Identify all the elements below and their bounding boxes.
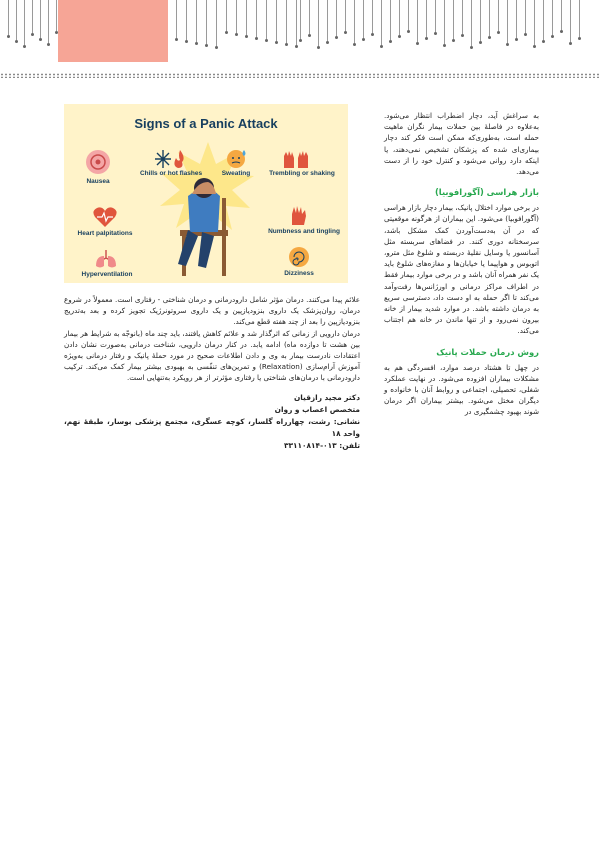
panic-attack-infographic (64, 104, 348, 283)
tick-mark (480, 0, 481, 41)
doctor-name: دکتر مجید رازقیان (293, 392, 360, 402)
treatment-continued-paragraph: علائم پیدا می‌کنند. درمان مؤثر شامل دارودرمانی و درمان شناختی - رفتاری است. معمولاً در شروع درمان، روان‌پزشک یک داروی بنزودیازپین و یک داروی سروتونرژیک تجویز کرده و بعد به‌تدریج بنزودیازپین را بعد از چند هفته قطع می‌کند. (64, 295, 360, 327)
tick-dot (344, 31, 347, 34)
tick-mark (435, 0, 436, 32)
tick-mark (408, 0, 409, 30)
tick-mark (354, 0, 355, 43)
author-signature (64, 392, 360, 452)
tick-mark (381, 0, 382, 45)
tick-dot (299, 39, 302, 42)
dizziness-icon (288, 246, 310, 268)
bottom-text-column (64, 294, 360, 452)
tick-dot (255, 37, 258, 40)
tick-dot (443, 44, 446, 47)
tick-mark (570, 0, 571, 42)
tick-dot (416, 42, 419, 45)
tick-dot (215, 46, 218, 49)
agoraphobia-paragraph: در برخی موارد اختلال پانیک، بیمار دچار بازار هراسی (آگورافوبیا) می‌شود. این بیماران از هرگونه موقعیتی که در آن به‌دست‌آوردن کمک مشکل باشد، سرسختانه دوری کنند. در فضاهای سربسته مثل آسانسور یا وسایل نقلیهٔ دربسته و شلوغ مثل مترو، اتوبوس و هواپیما یا خیابان‌ها و مغازه‌های شلوغ باید یک نفر همراه آنان باشد و در برخی موارد بیمار فقط در اطراف مراکز درمانی و اورژانس‌ها رفت‌وآمد می‌کند تا اگر حمله به او دست داد، دسترسی سریع به درمان داشته باشد. در موارد شدید بیمار از خانه بیرون نمی‌رود و از تنها ماندن در خانه هم اجتناب می‌کند. (384, 203, 539, 336)
symptom-numbness: Numbness and tingling (268, 228, 340, 235)
tick-mark (363, 0, 364, 38)
tick-mark (462, 0, 463, 34)
infographic-title: Signs of a Panic Attack (134, 116, 278, 131)
tick-mark (24, 0, 25, 45)
tick-dot (434, 32, 437, 35)
tick-mark (40, 0, 41, 38)
tick-dot (55, 31, 58, 34)
tick-mark (336, 0, 337, 36)
clinic-address: نشانی: رشت، چهارراه گلسار، کوچه عسگری، مجتمع پزشکی بوسار، طبقهٔ نهم، واحد ۱۸ (64, 416, 360, 438)
tick-dot (225, 31, 228, 34)
tick-dot (551, 35, 554, 38)
tick-dot (398, 35, 401, 38)
sweating-face-icon (224, 148, 248, 170)
tick-dot (353, 43, 356, 46)
drug-therapy-paragraph: درمان دارویی از زمانی که اثرگذار شد و علائم کاهش یافتند، باید چند ماه (بانوجّه به شرایط هر بیمار بین هشت تا دوازده ماه) ادامه یابد. در کنار درمان دارویی، شناخت درمانی به‌صورت نشان دادن اعتقادات نادرست بیمار به وی و دادن اطلاعات صحیح در مورد حملهٔ پانیک و رفتار درمانی به‌ویژه آموزش آرام‌سازی (Relaxation) و تمرین‌های تنفّسی به بهبودی بیشتر بیمار کمک می‌کند. ترکیب دارودرمانی با درمان‌های شناختی یا رفتاری مؤثرتر از هر رویکرد به‌تنهایی است. (64, 328, 360, 383)
tingling-hand-icon (286, 204, 312, 226)
tick-dot (389, 40, 392, 43)
tick-dot (245, 35, 248, 38)
tick-mark (318, 0, 319, 46)
tick-dot (407, 30, 410, 33)
tick-dot (470, 46, 473, 49)
tick-dot (578, 37, 581, 40)
tick-dot (524, 33, 527, 36)
tick-mark (296, 0, 297, 45)
tick-mark (256, 0, 257, 37)
tick-dot (371, 33, 374, 36)
lungs-icon (94, 248, 118, 270)
tick-dot (542, 40, 545, 43)
symptom-chills: Chills or hot flashes (139, 170, 203, 177)
tick-dot (425, 37, 428, 40)
symptom-nausea: Nausea (86, 178, 110, 185)
tick-dot (275, 41, 278, 44)
tick-mark (345, 0, 346, 31)
tick-dot (533, 45, 536, 48)
symptom-trembling: Trembling or shaking (269, 170, 335, 177)
tick-dot (235, 33, 238, 36)
tick-mark (444, 0, 445, 44)
tick-mark (186, 0, 187, 40)
tick-mark (552, 0, 553, 35)
symptom-sweating: Sweating (221, 170, 251, 177)
tick-dot (7, 35, 10, 38)
tick-mark (399, 0, 400, 35)
tick-mark (32, 0, 33, 33)
doctor-specialty: متخصص اعصاب و روان (274, 404, 360, 414)
tick-mark (300, 0, 301, 39)
tick-dot (47, 43, 50, 46)
symptom-hyperventilation: Hyperventilation (81, 271, 133, 278)
tick-dot (205, 44, 208, 47)
tick-dot (497, 31, 500, 34)
tick-dot (185, 40, 188, 43)
tick-mark (417, 0, 418, 42)
tick-mark (534, 0, 535, 45)
tick-dot (380, 45, 383, 48)
tick-mark (176, 0, 177, 38)
trembling-hands-icon (278, 148, 314, 170)
symptom-dizziness: Dizziness (284, 270, 314, 277)
tick-dot (569, 42, 572, 45)
snowflake-fire-icon (154, 148, 188, 170)
tick-mark (525, 0, 526, 33)
tick-mark (489, 0, 490, 36)
tick-mark (327, 0, 328, 41)
tick-mark (286, 0, 287, 43)
tick-dot (506, 43, 509, 46)
tick-dot (362, 38, 365, 41)
tick-dot (15, 40, 18, 43)
tick-dot (479, 41, 482, 44)
tick-dot (326, 41, 329, 44)
tick-mark (426, 0, 427, 37)
tick-dot (560, 30, 563, 33)
tick-dot (452, 39, 455, 42)
tick-mark (246, 0, 247, 35)
tick-dot (23, 45, 26, 48)
tick-mark (579, 0, 580, 37)
tick-mark (561, 0, 562, 30)
tick-dot (295, 45, 298, 48)
tick-dot (317, 46, 320, 49)
tick-mark (372, 0, 373, 33)
tick-mark (516, 0, 517, 38)
tick-mark (196, 0, 197, 42)
header-accent-block (58, 0, 168, 62)
tick-mark (390, 0, 391, 40)
person-leg (198, 232, 214, 268)
tick-dot (265, 39, 268, 42)
tick-mark (206, 0, 207, 44)
tick-mark (236, 0, 237, 33)
treatment-paragraph: در چهل تا هشتاد درصد موارد، افسردگی هم به مشکلات بیماران افزوده می‌شود. در نهایت عملکرد شغلی، تحصیلی، اجتماعی و روابط آنان با خانواده و دیگران مختل می‌شود. بیشتر بیماران اگر درمان شوند بهبود چشمگیری در (384, 362, 539, 417)
clinic-phone: تلفن: ۰۱۳-۳۳۱۱۰۸۱۴ (283, 440, 360, 450)
symptom-heart-palpitations: Heart palpitations (77, 230, 133, 237)
tick-mark (216, 0, 217, 46)
tick-mark (543, 0, 544, 40)
tick-dot (31, 33, 34, 36)
tick-mark (226, 0, 227, 31)
tick-dot (175, 38, 178, 41)
tick-mark (498, 0, 499, 31)
nausea-icon (84, 148, 112, 176)
tick-mark (48, 0, 49, 43)
tick-mark (276, 0, 277, 41)
chair-back (222, 198, 226, 232)
right-text-column (384, 110, 539, 418)
tick-dot (335, 36, 338, 39)
tick-dot (285, 43, 288, 46)
chair-leg (222, 236, 226, 276)
tick-mark (453, 0, 454, 39)
treatment-heading: روش درمان حملات پانیک (436, 346, 539, 357)
tick-dot (39, 38, 42, 41)
tick-dot (488, 36, 491, 39)
tick-mark (471, 0, 472, 46)
tick-dot (308, 34, 311, 37)
tick-dot (461, 34, 464, 37)
tick-mark (309, 0, 310, 34)
heart-icon (92, 206, 118, 228)
tick-dot (515, 38, 518, 41)
tick-mark (56, 0, 57, 31)
tick-mark (266, 0, 267, 39)
right-intro-paragraph: به سراغش آید، دچار اضطراب انتظار می‌شود. به‌علاوه در فاصلهٔ بین حملات بیمار نگران ماهیت حمله است، به‌طوری‌که ممکن است فکر کند دچار بیماری‌ای شده که پزشکان تشخیص نمی‌دهند، یا اینکه دارد روانی می‌شود و کنترل خود را از دست می‌دهد. (384, 111, 539, 177)
header-dotted-divider (0, 73, 600, 78)
tick-mark (16, 0, 17, 40)
agoraphobia-heading: بازار هراسی (آگورافوبیا) (434, 187, 539, 198)
tick-mark (507, 0, 508, 43)
tick-dot (195, 42, 198, 45)
tick-mark (8, 0, 9, 35)
